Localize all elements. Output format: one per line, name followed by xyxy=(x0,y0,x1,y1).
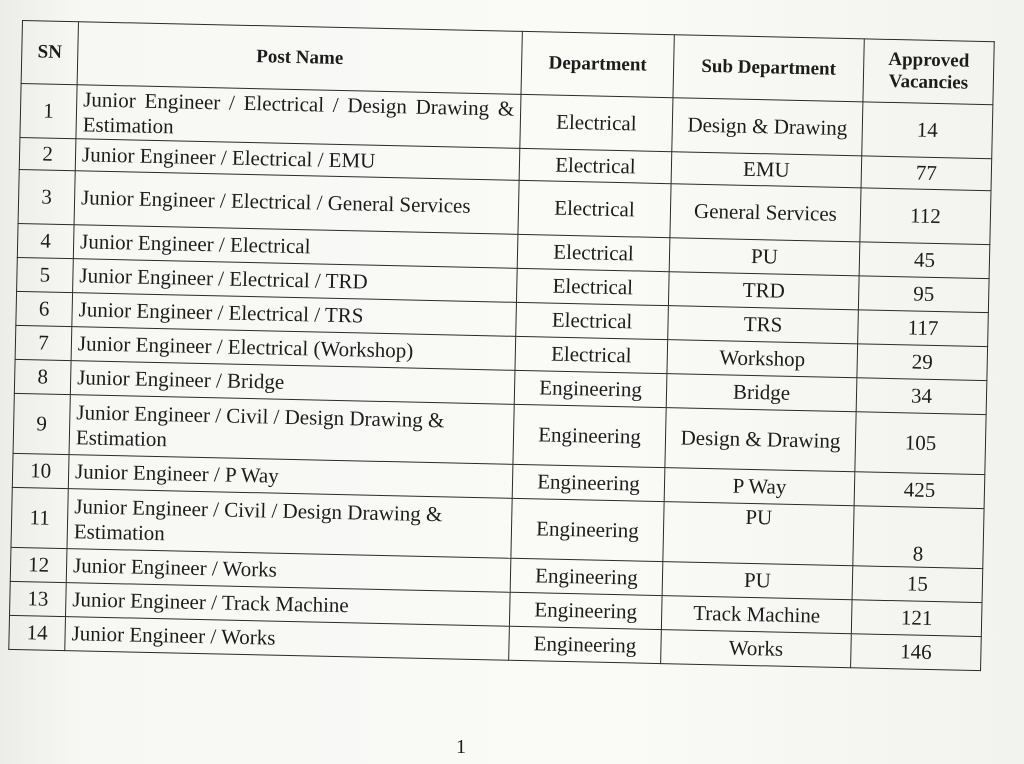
cell-department: Electrical xyxy=(516,302,669,339)
cell-sn: 13 xyxy=(10,581,67,616)
cell-sub-department: Track Machine xyxy=(661,596,852,634)
cell-sub-department: TRD xyxy=(668,272,859,310)
cell-post-name: Junior Engineer / Civil / Design Drawing & Estimation xyxy=(67,489,512,559)
cell-sn: 9 xyxy=(13,393,70,454)
cell-sn: 4 xyxy=(17,223,74,258)
cell-sub-department: TRS xyxy=(668,306,859,344)
cell-department: Electrical xyxy=(518,180,671,237)
cell-sn: 11 xyxy=(11,487,68,548)
cell-department: Electrical xyxy=(519,148,672,183)
cell-post-name: Junior Engineer / Works xyxy=(65,617,510,661)
cell-sn: 10 xyxy=(12,453,69,488)
cell-department: Engineering xyxy=(512,464,665,501)
cell-vacancies: 45 xyxy=(859,242,990,279)
cell-post-name: Junior Engineer / Track Machine xyxy=(65,583,510,627)
cell-post-name: Junior Engineer / Electrical / General Services xyxy=(74,171,519,235)
cell-department: Engineering xyxy=(513,404,666,467)
cell-vacancies: 105 xyxy=(855,412,986,475)
cell-sn: 3 xyxy=(18,169,75,224)
cell-sn: 14 xyxy=(9,615,66,650)
cell-sn: 1 xyxy=(20,83,77,138)
cell-vacancies: 8 xyxy=(853,506,984,569)
cell-vacancies: 15 xyxy=(852,566,983,603)
cell-department: Engineering xyxy=(514,370,667,407)
cell-department: Engineering xyxy=(511,498,664,561)
header-sub-department: Sub Department xyxy=(673,35,864,102)
cell-post-name: Junior Engineer / P Way xyxy=(68,455,513,499)
cell-sub-department: Workshop xyxy=(667,340,858,378)
cell-post-name: Junior Engineer / Electrical (Workshop) xyxy=(71,327,516,371)
cell-sub-department: Design & Drawing xyxy=(672,98,863,156)
cell-vacancies: 77 xyxy=(861,156,992,191)
cell-post-name: Junior Engineer / Electrical / TRS xyxy=(72,293,517,337)
cell-department: Electrical xyxy=(515,336,668,373)
cell-sn: 12 xyxy=(10,547,67,582)
header-department: Department xyxy=(521,31,674,97)
cell-post-name: Junior Engineer / Civil / Design Drawing & Estimation xyxy=(69,395,514,465)
cell-sn: 5 xyxy=(17,257,74,292)
cell-vacancies: 425 xyxy=(854,472,985,509)
cell-department: Engineering xyxy=(509,626,662,663)
cell-sub-department: General Services xyxy=(670,184,861,242)
cell-vacancies: 14 xyxy=(862,102,993,159)
cell-sn: 6 xyxy=(16,291,73,326)
cell-sub-department: PU xyxy=(663,502,854,566)
header-sn: SN xyxy=(21,21,78,85)
cell-sub-department: EMU xyxy=(671,152,862,188)
cell-vacancies: 117 xyxy=(858,310,989,347)
cell-department: Engineering xyxy=(510,558,663,595)
cell-department: Electrical xyxy=(520,94,673,151)
cell-sub-department: P Way xyxy=(664,468,855,506)
cell-post-name: Junior Engineer / Works xyxy=(66,549,511,593)
cell-vacancies: 29 xyxy=(857,344,988,381)
cell-vacancies: 112 xyxy=(860,188,991,245)
cell-sn: 7 xyxy=(15,325,72,360)
cell-department: Electrical xyxy=(516,268,669,305)
cell-vacancies: 34 xyxy=(856,378,987,415)
cell-sn: 2 xyxy=(19,137,76,170)
cell-sub-department: PU xyxy=(662,562,853,600)
page-number: 1 xyxy=(456,736,466,758)
cell-sub-department: Works xyxy=(661,630,852,668)
cell-vacancies: 121 xyxy=(851,600,982,637)
cell-sub-department: Bridge xyxy=(666,374,857,412)
cell-department: Electrical xyxy=(517,234,670,271)
cell-vacancies: 95 xyxy=(858,276,989,313)
cell-sn: 8 xyxy=(14,359,71,394)
cell-department: Engineering xyxy=(509,592,662,629)
header-post-name: Post Name xyxy=(77,22,522,95)
cell-post-name: Junior Engineer / Electrical xyxy=(73,225,518,269)
cell-vacancies: 146 xyxy=(851,634,982,671)
vacancy-table xyxy=(8,20,995,671)
vacancy-table-sheet xyxy=(8,20,994,671)
cell-sub-department: Design & Drawing xyxy=(665,408,856,472)
header-approved-vacancies: Approved Vacancies xyxy=(863,39,994,105)
cell-post-name: Junior Engineer / Electrical / TRD xyxy=(73,259,518,303)
cell-post-name: Junior Engineer / Electrical / Design Drawing & Estimation xyxy=(76,85,521,149)
cell-sub-department: PU xyxy=(669,238,860,276)
cell-post-name: Junior Engineer / Electrical / EMU xyxy=(75,139,520,181)
cell-post-name: Junior Engineer / Bridge xyxy=(70,361,515,405)
